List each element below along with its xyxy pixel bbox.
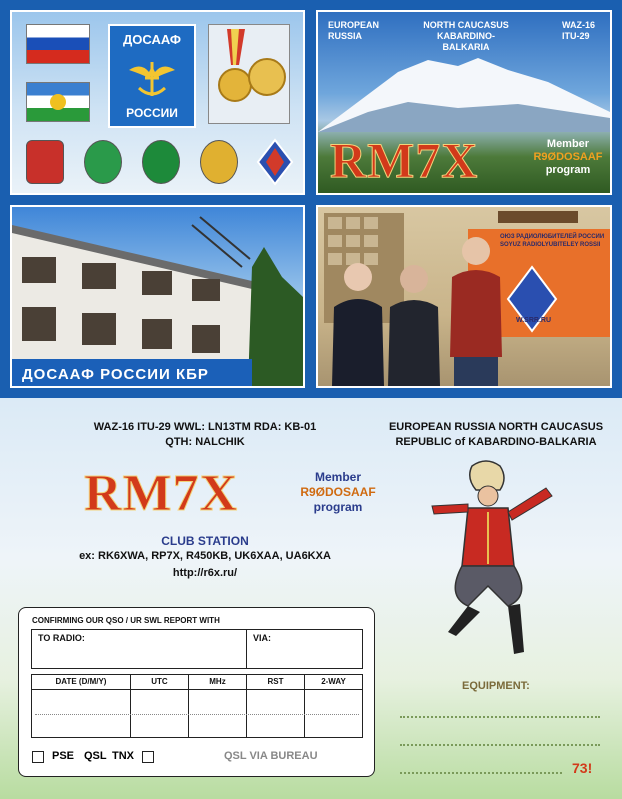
building-photo [12, 207, 303, 386]
col-header-date [31, 674, 131, 690]
qso-table [31, 674, 363, 738]
tnx-checkbox[interactable] [142, 751, 154, 763]
ex-callsigns: ex: RK6XWA, RP7X, R450KB, UK6XAA, UA6KXA [79, 550, 331, 562]
via-label: VIA: [253, 633, 271, 643]
equipment-label: EQUIPMENT: [462, 680, 530, 692]
website-link[interactable]: http://r6x.ru/ [172, 567, 238, 579]
callsign-back: RM7X [84, 465, 239, 522]
form-title: CONFIRMING OUR QSO / UR SWL REPORT WITH [32, 616, 220, 625]
dosaaf-logo-line2: РОССИИ [126, 106, 178, 120]
gold-coin-emblem [200, 140, 238, 184]
dosaaf-logo-line1: ДОСААФ [123, 32, 181, 47]
member-line2: R9ØDOSAAF [533, 151, 603, 163]
region-line2: REPUBLIC of KABARDINO-BALKARIA [395, 436, 597, 448]
member-badge-back [298, 470, 378, 515]
dancer-illustration [428, 456, 558, 660]
col-rst-label: RST [267, 677, 284, 686]
tnx-label: TNX [112, 750, 134, 762]
equipment-line-3[interactable] [400, 772, 562, 774]
front-side [0, 0, 622, 398]
building-sign: ДОСААФ РОССИИ КБР [22, 366, 209, 383]
green-round-emblem [142, 140, 180, 184]
diamond-icon [256, 138, 294, 186]
elbrus-mountain-icon [318, 52, 610, 132]
pse-checkbox[interactable] [32, 751, 44, 763]
club-station-label: CLUB STATION [161, 534, 249, 548]
pse-label: PSE [52, 750, 75, 762]
medal-icon [209, 25, 289, 123]
region-line1: EUROPEAN RUSSIA NORTH CAUCASUS [388, 421, 604, 433]
dosaaf-logo [108, 24, 196, 128]
equipment-line-1[interactable] [400, 716, 600, 718]
member2-line3: program [313, 500, 363, 514]
anchor-wings-icon [127, 52, 177, 100]
table-row-divider [35, 714, 359, 715]
via-bureau-label: QSL VIA BUREAU [224, 750, 318, 762]
col-2way-label: 2-WAY [321, 677, 346, 686]
to-radio-label: TO RADIO: [38, 633, 85, 643]
col-header-2way [304, 674, 363, 690]
header-right-line2: ITU-29 [562, 31, 590, 41]
nalchik-emblem [84, 140, 122, 184]
col-header-mhz [188, 674, 247, 690]
building-panel [10, 205, 305, 388]
closing-73: 73! [572, 760, 593, 776]
header-center-line1: NORTH CAUCASUS [423, 20, 509, 30]
col-utc-label: UTC [151, 677, 168, 686]
banner-line1: ОЮЗ РАДИОЛЮБИТЕЛЕЙ РОССИИ [500, 234, 605, 240]
mountain-panel [316, 10, 612, 195]
radio-league-emblem [256, 138, 294, 191]
coat-of-arms-emblem [26, 140, 64, 184]
header-right-line1: WAZ-16 [562, 20, 596, 30]
col-date-label: DATE (D/M/Y) [55, 677, 107, 686]
col-header-utc [130, 674, 189, 690]
header-right [562, 20, 595, 42]
kabardino-balkaria-flag [26, 82, 90, 122]
station-info-line2: QTH: NALCHIK [165, 436, 245, 448]
equipment-line-2[interactable] [400, 744, 600, 746]
header-left-line2: RUSSIA [328, 31, 363, 41]
callsign-front: RM7X [330, 132, 479, 188]
member2-line2: R9ØDOSAAF [300, 485, 376, 499]
medal-image [208, 24, 290, 124]
via-field[interactable] [246, 629, 363, 669]
col-header-rst [246, 674, 305, 690]
member-line1: Member [546, 138, 590, 150]
header-center-line2: KABARDINO-BALKARIA [437, 31, 495, 52]
to-radio-field[interactable] [31, 629, 247, 669]
banner-url: W.SRR.RU [516, 317, 551, 324]
member-line3: program [545, 164, 591, 176]
col-mhz-label: MHz [209, 677, 226, 686]
people-panel [316, 205, 612, 388]
russian-flag [26, 24, 90, 64]
banner-line2: SOYUZ RADIOLYUBITELEY ROSSII [500, 242, 601, 248]
banner-text [500, 233, 608, 249]
header-center [414, 20, 518, 53]
station-info-line1: WAZ-16 ITU-29 WWL: LN13TM RDA: KB-01 [93, 421, 317, 433]
member-badge-front [530, 138, 606, 177]
header-left [328, 20, 379, 42]
emblems-panel [10, 10, 305, 195]
qsl-label: QSL [84, 750, 107, 762]
member2-line1: Member [314, 470, 361, 484]
header-left-line1: EUROPEAN [328, 20, 380, 30]
